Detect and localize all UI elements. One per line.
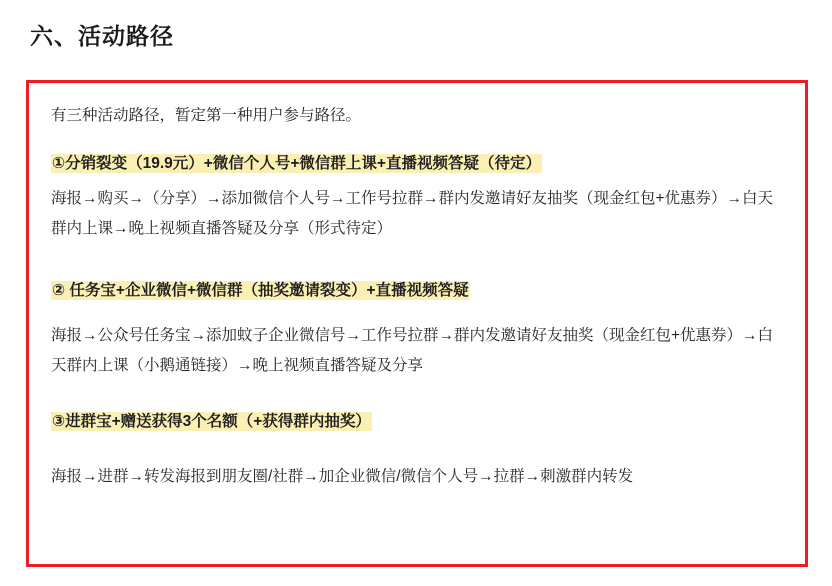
spacer-1 — [51, 249, 783, 275]
page-title: 六、活动路径 — [30, 23, 174, 49]
path-2-heading-line — [51, 275, 783, 307]
path-3-heading: ③进群宝+赠送获得3个名额（+获得群内抽奖） — [52, 413, 371, 431]
path-item-3 — [51, 406, 783, 491]
path-3-body: 海报→进群→转发海报到朋友圈/社群→加企业微信/微信个人号→拉群→刺激群内转发 — [51, 468, 634, 486]
path-item-1 — [51, 148, 783, 243]
path-3-heading-line — [51, 406, 783, 438]
path-1-body: 海报→购买→（分享）→添加微信个人号→工作号拉群→群内发邀请好友抽奖（现金红包+优惠券）→白天群内上课→晚上视频直播答疑及分享（形式待定） — [51, 190, 774, 237]
path-item-2 — [51, 275, 783, 380]
highlighted-content-box — [26, 80, 808, 567]
path-2-body: 海报→公众号任务宝→添加蚊子企业微信号→工作号拉群→群内发邀请好友抽奖（现金红包+优惠券）→白天群内上课（小鹅通链接）→晚上视频直播答疑及分享 — [51, 327, 774, 374]
spacer-4 — [51, 438, 783, 458]
document-page — [0, 18, 832, 586]
path-1-heading: ①分销裂变（19.9元）+微信个人号+微信群上课+直播视频答疑（待定） — [52, 155, 541, 173]
path-2-heading: ② 任务宝+企业微信+微信群（抽奖邀请裂变）+直播视频答疑 — [52, 282, 469, 300]
path-1-heading-line — [51, 148, 783, 180]
spacer-2 — [51, 307, 783, 317]
spacer-3 — [51, 386, 783, 406]
intro-paragraph: 有三种活动路径，暂定第一种用户参与路径。 — [51, 107, 362, 124]
